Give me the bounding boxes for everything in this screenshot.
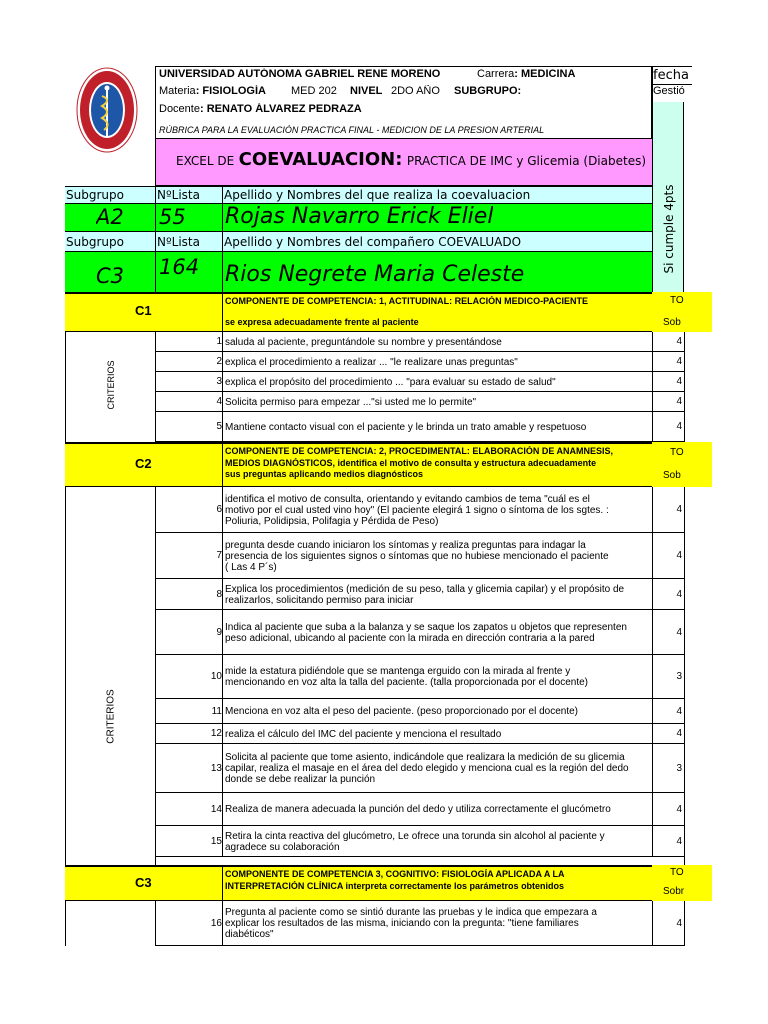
docente-line: Docente: RENATO ÁLVAREZ PEDRAZA bbox=[159, 103, 362, 115]
criteria-text bbox=[225, 337, 651, 348]
criteria-row bbox=[156, 533, 684, 579]
criteria-text-line: saluda al paciente, preguntándole su nombre y presentándose bbox=[225, 337, 502, 348]
title-band bbox=[155, 138, 652, 186]
title-line: EXCEL DE COEVALUACION: PRACTICA DE IMC y Glicemia (Diabetes) bbox=[176, 149, 647, 170]
criteria-number: 8 bbox=[216, 589, 222, 600]
c1-criterios-label: CRITERIOS bbox=[106, 360, 116, 410]
criteria-text-line: explica el propósito del procedimiento ... "para evaluar su estado de salud" bbox=[225, 377, 556, 388]
criteria-row bbox=[156, 352, 684, 372]
c1-criteria-label-cell bbox=[65, 332, 156, 442]
criteria-row bbox=[156, 332, 684, 352]
criteria-text bbox=[225, 397, 651, 408]
criteria-score[interactable]: 4 bbox=[676, 421, 682, 432]
criteria-row bbox=[156, 724, 684, 744]
carrera-label: Carrera: MEDICINA bbox=[477, 68, 576, 80]
criteria-text-line: Solicita al paciente que tome asiento, indicándole que realizara la medición de su glicemia bbox=[225, 752, 625, 763]
divider bbox=[222, 579, 223, 610]
divider bbox=[222, 412, 223, 442]
evaluator-name[interactable]: Rojas Navarro Erick Eliel bbox=[225, 204, 494, 229]
criteria-number: 7 bbox=[216, 550, 222, 561]
c2-title-1: COMPONENTE DE COMPETENCIA: 2, PROCEDIMENTAL: ELABORACIÓN DE ANAMNESIS, bbox=[225, 446, 614, 456]
criteria-row bbox=[156, 699, 684, 724]
criteria-score[interactable]: 4 bbox=[676, 356, 682, 367]
criteria-score[interactable]: 3 bbox=[676, 763, 682, 774]
materia-line: Materia: FISIOLOGÍA bbox=[159, 85, 266, 97]
criteria-text-line: motivo por el cual usted vino hoy" (El paciente elegirá 1 signo o síntoma de los sgtes. : bbox=[225, 505, 609, 516]
gestion-label: Gestió bbox=[653, 85, 685, 97]
criteria-number: 14 bbox=[210, 804, 222, 815]
criteria-text bbox=[225, 804, 651, 815]
criteria-number: 12 bbox=[210, 728, 222, 739]
divider bbox=[222, 487, 223, 533]
divider bbox=[222, 232, 223, 252]
criteria-text-line: Mantiene contacto visual con el paciente y le brinda un trato amable y respetuoso bbox=[225, 422, 587, 433]
criteria-text bbox=[225, 706, 651, 717]
criteria-number: 11 bbox=[211, 706, 222, 717]
criteria-text-line: mencionando en voz alta la talla del paciente. (talla proporcionada por el docente) bbox=[225, 677, 589, 688]
criteria-text bbox=[225, 357, 651, 368]
evaluated-nlista[interactable]: 164 bbox=[159, 255, 200, 279]
divider bbox=[222, 826, 223, 857]
criteria-number: 4 bbox=[216, 396, 222, 407]
criteria-row bbox=[156, 744, 684, 793]
criteria-text-line: realiza el cálculo del IMC del paciente y menciona el resultado bbox=[225, 729, 502, 740]
criteria-text-line: Menciona en voz alta el peso del paciente. (peso proporcionado por el docente) bbox=[225, 706, 579, 717]
divider bbox=[222, 332, 223, 352]
criteria-number: 15 bbox=[210, 836, 222, 847]
criteria-number: 5 bbox=[216, 421, 222, 432]
c3-sobre-label: Sobr bbox=[663, 886, 685, 897]
criteria-score[interactable]: 4 bbox=[676, 396, 682, 407]
criteria-text-line: Solicita permiso para empezar ..."si usted me lo permite" bbox=[225, 397, 477, 408]
criteria-number: 6 bbox=[216, 504, 222, 515]
criteria-row bbox=[156, 579, 684, 610]
divider bbox=[222, 724, 223, 744]
nivel-label: NIVEL bbox=[350, 85, 383, 97]
criteria-row bbox=[156, 487, 684, 533]
criteria-number: 10 bbox=[210, 671, 222, 682]
col-subgrupo-1: Subgrupo bbox=[66, 188, 124, 202]
c3-title-2: INTERPRETACIÓN CLÍNICA interpreta correctamente los parámetros obtenidos bbox=[225, 881, 565, 891]
criteria-text-line: Retira la cinta reactiva del glucómetro, Le ofrece una torunda sin alcohol al paciente y bbox=[225, 831, 605, 842]
c1-subtitle: se expresa adecuadamente frente al paciente bbox=[225, 317, 419, 327]
side-score-label: Si cumple 4pts bbox=[662, 184, 676, 274]
c1-total-label: TO bbox=[670, 295, 684, 306]
c1-right-border bbox=[684, 332, 685, 442]
divider bbox=[222, 533, 223, 579]
criteria-score[interactable]: 4 bbox=[676, 836, 682, 847]
criteria-text bbox=[225, 907, 651, 940]
c2-title-2: MEDIOS DIAGNÓSTICOS, identifica el motivo de consulta y estructura adecuadamente bbox=[225, 458, 597, 468]
criteria-text bbox=[225, 831, 651, 853]
evaluator-subgrupo[interactable]: A2 bbox=[96, 205, 124, 229]
c3-total-cell bbox=[652, 865, 712, 901]
c2-total-label: TO bbox=[670, 447, 684, 458]
criteria-text-line: pregunta desde cuando iniciaron los síntomas y realiza preguntas para indagar la bbox=[225, 540, 586, 551]
c3-total-label: TO bbox=[670, 867, 684, 878]
divider bbox=[222, 204, 223, 232]
divider bbox=[222, 655, 223, 699]
divider bbox=[222, 901, 223, 946]
c3-code: C3 bbox=[135, 875, 152, 890]
c1-code: C1 bbox=[135, 303, 152, 318]
criteria-text-line: Explica los procedimientos (medición de su peso, talla y glicemia capilar) y el propósito de bbox=[225, 584, 625, 595]
col-name-2: Apellido y Nombres del compañero COEVALUADO bbox=[224, 235, 522, 249]
university-name: UNIVERSIDAD AUTÓNOMA GABRIEL RENE MORENO bbox=[159, 68, 441, 80]
divider bbox=[155, 232, 156, 252]
criteria-score[interactable]: 4 bbox=[676, 376, 682, 387]
criteria-row bbox=[156, 901, 684, 946]
criteria-text-line: donde se debe realizar la punción bbox=[225, 774, 376, 785]
criteria-text-line: explica el procedimiento a realizar ... "le realizare unas preguntas" bbox=[225, 357, 518, 368]
divider bbox=[222, 252, 223, 292]
score-side-column bbox=[652, 102, 684, 292]
course-code: MED 202 bbox=[291, 85, 337, 97]
criteria-score[interactable]: 4 bbox=[676, 918, 682, 929]
criteria-text-line: peso adicional, ubicando al paciente con la mirada en dirección contraria a la pared bbox=[225, 633, 595, 644]
criteria-text-line: Poliuria, Polidipsia, Polifagia y Pérdida de Peso) bbox=[225, 516, 439, 527]
divider bbox=[222, 699, 223, 724]
col-nlista-2: NºLista bbox=[157, 235, 200, 249]
criteria-text-line: identifica el motivo de consulta, orientando y evitando cambios de tema "cuál es el bbox=[225, 494, 590, 505]
c2-title-3: sus preguntas aplicando medios diagnósticos bbox=[225, 469, 424, 479]
gestion-cell[interactable] bbox=[652, 85, 692, 102]
criteria-text-line: explicar los resultados de las misma, iniciando con la pregunta: "tiene familiares bbox=[225, 918, 579, 929]
criteria-text bbox=[225, 729, 651, 740]
criteria-text-line: mide la estatura pidiéndole que se mantenga erguido con la mirada al frente y bbox=[225, 666, 571, 677]
criteria-text bbox=[225, 494, 651, 527]
criteria-text-line: capilar, realiza el masaje en el área del dedo elegido y menciona cual es la región del dedo bbox=[225, 763, 629, 774]
criteria-row bbox=[156, 372, 684, 392]
rubric-title: RÚBRICA PARA LA EVALUACIÓN PRACTICA FINAL - MEDICION DE LA PRESION ARTERIAL bbox=[159, 125, 545, 135]
divider bbox=[155, 186, 156, 204]
c1-total-cell bbox=[652, 292, 712, 332]
criteria-number: 9 bbox=[216, 627, 222, 638]
evaluator-nlista[interactable]: 55 bbox=[159, 205, 186, 229]
fecha-cell[interactable] bbox=[652, 66, 692, 85]
criteria-text bbox=[225, 584, 651, 606]
c2-right-border bbox=[684, 487, 685, 865]
criteria-row bbox=[156, 655, 684, 699]
nivel-value: 2DO AÑO bbox=[391, 85, 440, 97]
c3-title-1: COMPONENTE DE COMPETENCIA 3, COGNITIVO: FISIOLOGÍA APLICADA A LA bbox=[225, 869, 565, 879]
criteria-text bbox=[225, 752, 651, 785]
criteria-number: 16 bbox=[210, 918, 222, 929]
divider bbox=[222, 744, 223, 793]
divider bbox=[222, 610, 223, 655]
divider bbox=[222, 865, 223, 901]
criteria-text bbox=[225, 666, 651, 688]
criteria-number: 3 bbox=[216, 376, 222, 387]
criteria-text-line: Indica al paciente que suba a la balanza y se saque los zapatos u objetos que representen bbox=[225, 622, 627, 633]
criteria-text bbox=[225, 540, 651, 573]
c2-code: C2 bbox=[135, 456, 152, 471]
divider bbox=[222, 292, 223, 332]
col-nlista-1: NºLista bbox=[157, 188, 200, 202]
criteria-row bbox=[156, 826, 684, 857]
criteria-text bbox=[225, 422, 651, 433]
criteria-score[interactable]: 4 bbox=[676, 336, 682, 347]
criteria-score[interactable]: 4 bbox=[676, 706, 682, 717]
criteria-text-line: realizarlos, solicitando permiso para iniciar bbox=[225, 595, 414, 606]
criteria-row bbox=[156, 793, 684, 826]
criteria-number: 2 bbox=[216, 356, 222, 367]
divider bbox=[222, 372, 223, 392]
fecha-label: fecha bbox=[653, 68, 689, 83]
c2-criterios-label: CRITERIOS bbox=[105, 689, 117, 744]
c3-right-border bbox=[684, 901, 685, 946]
criteria-text-line: ( Las 4 P´s) bbox=[225, 562, 277, 573]
divider bbox=[222, 442, 223, 487]
criteria-row bbox=[156, 412, 684, 442]
criteria-row bbox=[156, 392, 684, 412]
divider bbox=[155, 252, 156, 292]
c1-title: COMPONENTE DE COMPETENCIA: 1, ACTITUDINAL: RELACIÓN MEDICO-PACIENTE bbox=[225, 296, 589, 306]
criteria-score[interactable]: 4 bbox=[676, 550, 682, 561]
criteria-score[interactable]: 4 bbox=[676, 504, 682, 515]
evaluated-name[interactable]: Rios Negrete Maria Celeste bbox=[225, 262, 525, 287]
university-logo bbox=[76, 66, 138, 154]
criteria-text-line: diabéticos" bbox=[225, 929, 274, 940]
criteria-number: 1 bbox=[216, 336, 222, 347]
divider bbox=[222, 352, 223, 372]
divider bbox=[222, 186, 223, 204]
criteria-text bbox=[225, 377, 651, 388]
col-subgrupo-2: Subgrupo bbox=[66, 235, 124, 249]
criteria-text-line: Realiza de manera adecuada la punción del dedo y utiliza correctamente el glucómetro bbox=[225, 804, 611, 815]
c2-criteria-label-cell bbox=[65, 487, 156, 865]
criteria-text bbox=[225, 622, 651, 644]
criteria-row bbox=[156, 610, 684, 655]
c3-criteria-label-cell bbox=[65, 901, 156, 946]
criteria-text-line: presencia de los siguientes signos o síntomas que no hubiese mencionado el paciente bbox=[225, 551, 609, 562]
subgrupo-label: SUBGRUPO: bbox=[454, 85, 522, 97]
c2-sobre-label: Sob bbox=[663, 470, 681, 481]
medicine-seal-icon bbox=[76, 66, 138, 154]
criteria-score[interactable]: 4 bbox=[676, 804, 682, 815]
criteria-score[interactable]: 3 bbox=[676, 671, 682, 682]
divider bbox=[222, 793, 223, 826]
divider bbox=[155, 204, 156, 232]
criteria-text-line: Pregunta al paciente como se sintió durante las pruebas y le indica que empezara a bbox=[225, 907, 597, 918]
evaluated-subgrupo[interactable]: C3 bbox=[96, 264, 125, 288]
c1-sobre-label: Sob bbox=[663, 317, 681, 328]
criteria-score[interactable]: 4 bbox=[676, 589, 682, 600]
col-name-1: Apellido y Nombres del que realiza la coevaluacion bbox=[224, 188, 531, 202]
criteria-number: 13 bbox=[210, 763, 222, 774]
criteria-text-line: agradece su colaboración bbox=[225, 842, 340, 853]
c2-total-cell bbox=[652, 442, 712, 487]
divider bbox=[222, 392, 223, 412]
criteria-score[interactable]: 4 bbox=[676, 728, 682, 739]
criteria-score[interactable]: 4 bbox=[676, 627, 682, 638]
